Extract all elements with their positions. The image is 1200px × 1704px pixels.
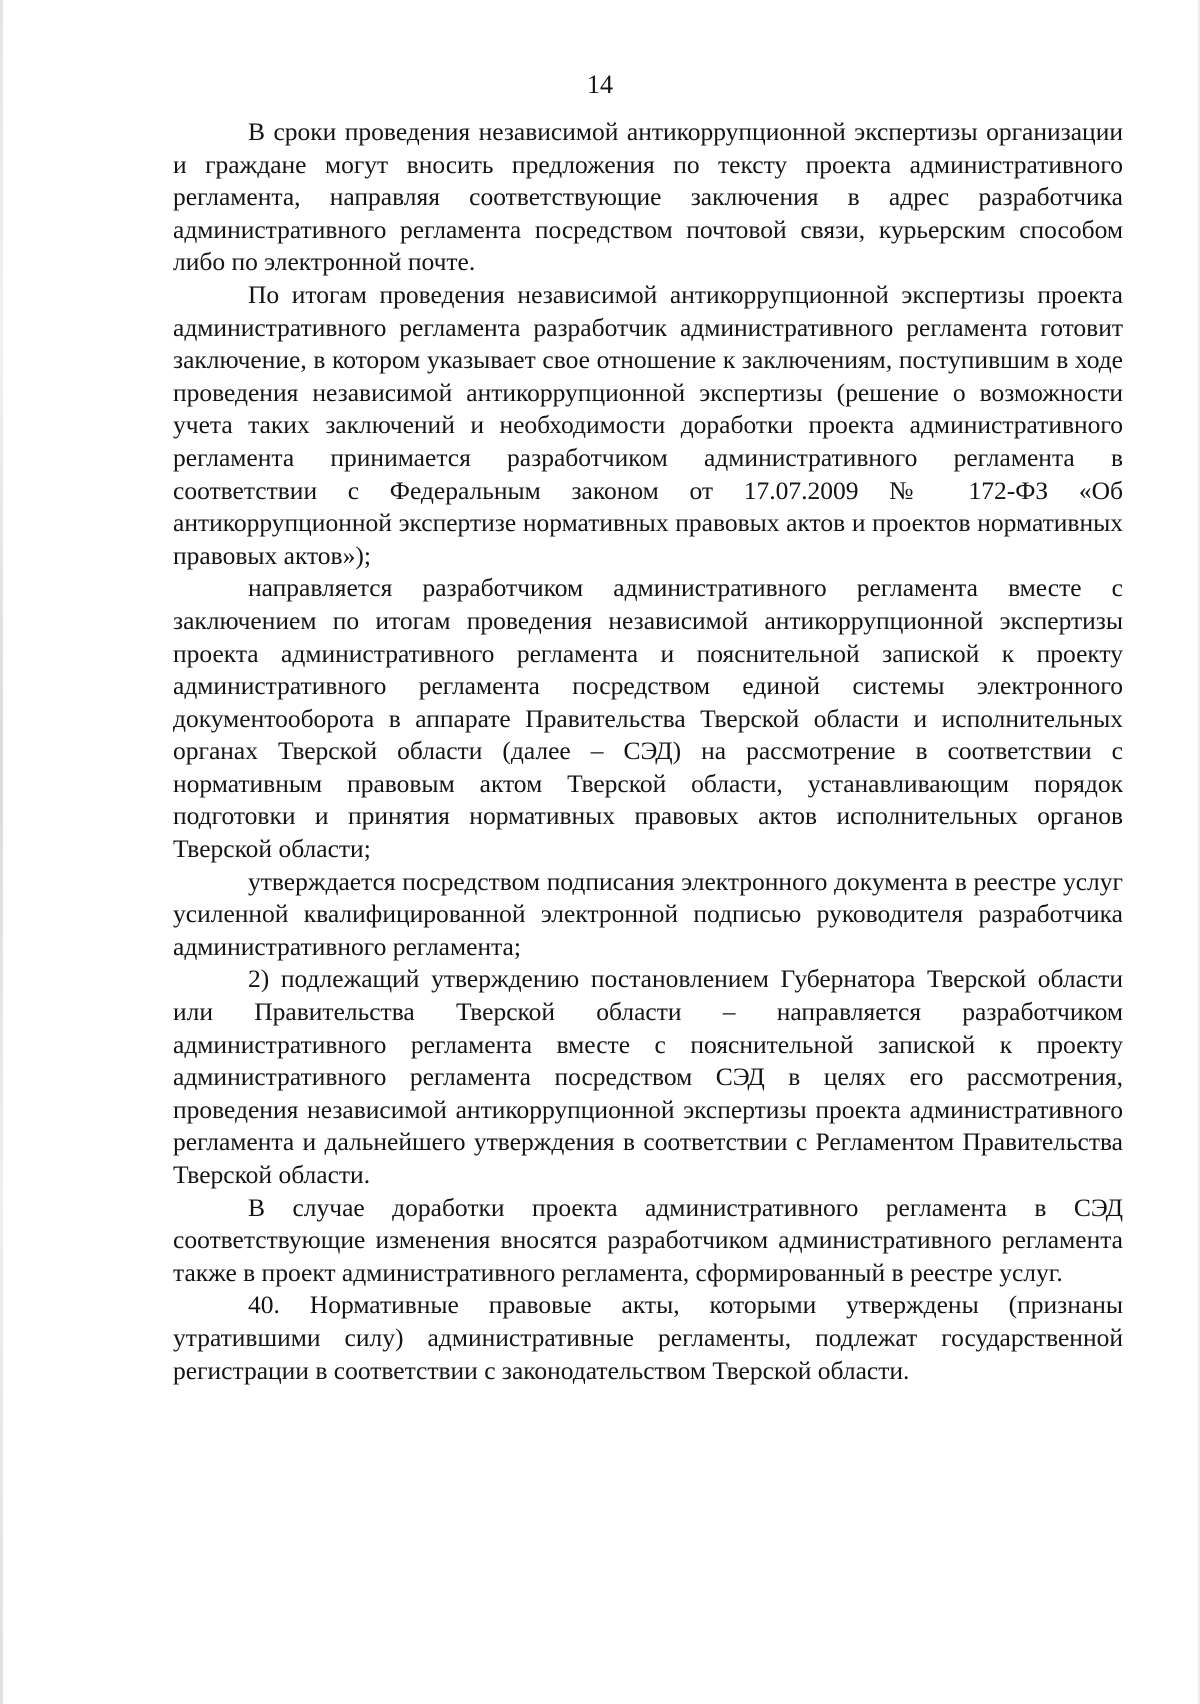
paragraph-approval-by-signature: утверждается посредством подписания электронного документа в реестре услуг усиленной квалифицированной электронной подписью руководителя разработчика административного регламента; xyxy=(173,866,1123,961)
paragraph-expert-review-results: По итогам проведения независимой антикоррупционной экспертизы проекта административного регламента разработчик административного регламента готовит заключение, в котором указывает свое отношение к заключениям, поступившим в ходе проведения независимой антикоррупционной экспертизы (решение о возможности учета таких заключений и необходимости доработки проекта административного регламента принимается разработчиком административного регламента в соответствии с Федеральным законом от 17.07.2009 № 172-ФЗ «Об антикоррупционной экспертизе нормативных правовых актов и проектов нормативных правовых актов»); xyxy=(173,279,1123,570)
scan-edge-left xyxy=(0,0,3,1704)
paragraph-governor-approval: 2) подлежащий утверждению постановлением Губернатора Тверской области или Правительства Тверской области – направляется разработчиком административного регламента вместе с пояснительной запиской к проекту административного регламента посредством СЭД в целях его рассмотрения, проведения независимой антикоррупционной экспертизы проекта административного регламента и дальнейшего утверждения в соответствии с Регламентом Правительства Тверской области. xyxy=(173,964,1123,1189)
paragraph-sent-via-sed: направляется разработчиком административного регламента вместе с заключением по итогам проведения независимой антикоррупционной экспертизы проекта административного регламента и пояснительной запиской к проекту административного регламента посредством единой системы электронного документооборота в аппарате Правительства Тверской области и исполнительных органах Тверской области (далее – СЭД) на рассмотрение в соответствии с нормативным правовым актом Тверской области, устанавливающим порядок подготовки и принятия нормативных правовых актов исполнительных органов Тверской области; xyxy=(173,573,1123,864)
paragraph-expert-review-period: В сроки проведения независимой антикоррупционной экспертизы организации и граждане могут вносить предложения по тексту проекта административного регламента, направляя соответствующие заключения в адрес разработчика административного регламента посредством почтовой связи, курьерским способом либо по электронной почте. xyxy=(173,117,1123,277)
document-body xyxy=(173,116,1123,1387)
page-number: 14 xyxy=(587,70,613,99)
paragraph-revision-in-sed: В случае доработки проекта административного регламента в СЭД соответствующие изменения вносятся разработчиком административного регламента также в проект административного регламента, сформированный в реестре услуг. xyxy=(173,1192,1123,1287)
paragraph-item-40-registration: 40. Нормативные правовые акты, которыми утверждены (признаны утратившими силу) административные регламенты, подлежат государственной регистрации в соответствии с законодательством Тверской области. xyxy=(173,1290,1123,1385)
